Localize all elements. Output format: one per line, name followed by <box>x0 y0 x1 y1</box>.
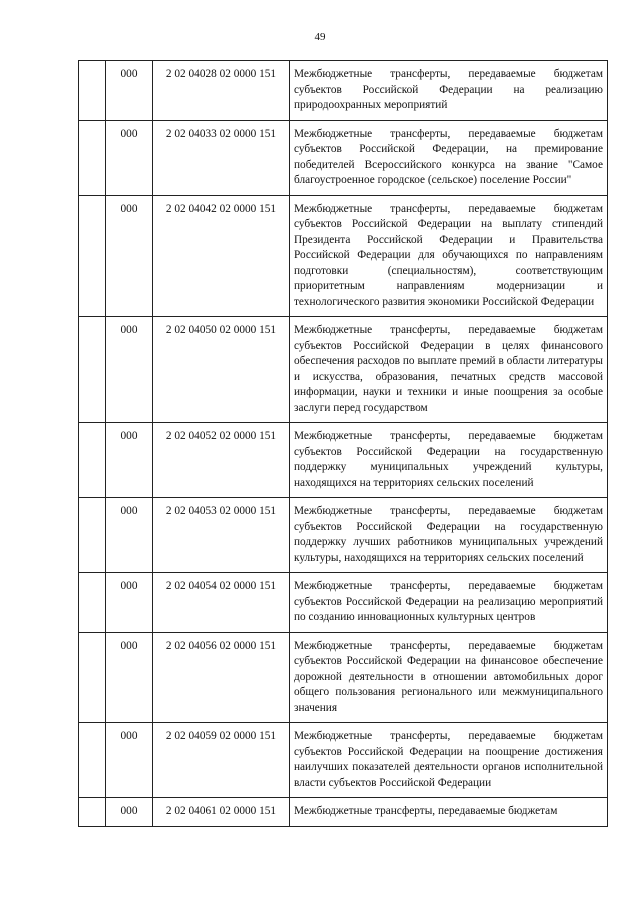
income-name-cell: Межбюджетные трансферты, передаваемые бюджетам субъектов Российской Федерации на финансовое обеспечение дорожной деятельности в отношении автомобильных дорог общего пользования регионального или межмуниципального значения <box>290 632 608 723</box>
table-row <box>79 798 608 827</box>
table-row <box>79 423 608 498</box>
budget-code-cell: 2 02 04050 02 0000 151 <box>153 317 290 423</box>
row-marker-cell <box>79 632 106 723</box>
table-body <box>79 61 608 827</box>
admin-code-cell: 000 <box>106 423 153 498</box>
table-row <box>79 632 608 723</box>
budget-code-cell: 2 02 04053 02 0000 151 <box>153 498 290 573</box>
row-marker-cell <box>79 423 106 498</box>
admin-code-cell: 000 <box>106 798 153 827</box>
table-row <box>79 120 608 195</box>
row-marker-cell <box>79 195 106 317</box>
table-row <box>79 195 608 317</box>
budget-code-cell: 2 02 04061 02 0000 151 <box>153 798 290 827</box>
admin-code-cell: 000 <box>106 632 153 723</box>
budget-code-cell: 2 02 04052 02 0000 151 <box>153 423 290 498</box>
row-marker-cell <box>79 317 106 423</box>
page-number: 49 <box>314 31 326 43</box>
income-name-cell: Межбюджетные трансферты, передаваемые бюджетам субъектов Российской Федерации на реализацию природоохранных мероприятий <box>290 61 608 121</box>
budget-code-cell: 2 02 04054 02 0000 151 <box>153 573 290 633</box>
income-name-cell: Межбюджетные трансферты, передаваемые бюджетам субъектов Российской Федерации на выплату стипендий Президента Российской Федерации и Правительства Российской Федерации для обучающихся по направлениям подготовки (специальностям), соответствующим приоритетным направлениям модернизации и технологического развития экономики Российской Федерации <box>290 195 608 317</box>
income-name-cell: Межбюджетные трансферты, передаваемые бюджетам субъектов Российской Федерации в целях финансового обеспечения расходов по выплате премий в области литературы и искусства, образования, печатных средств массовой информации, науки и техники и иные поощрения за особые заслуги перед государством <box>290 317 608 423</box>
table-row <box>79 61 608 121</box>
income-name-cell: Межбюджетные трансферты, передаваемые бюджетам субъектов Российской Федерации на реализацию мероприятий по созданию инновационных культурных центров <box>290 573 608 633</box>
admin-code-cell: 000 <box>106 317 153 423</box>
row-marker-cell <box>79 498 106 573</box>
row-marker-cell <box>79 573 106 633</box>
budget-code-cell: 2 02 04033 02 0000 151 <box>153 120 290 195</box>
table-row <box>79 723 608 798</box>
income-name-cell: Межбюджетные трансферты, передаваемые бюджетам субъектов Российской Федерации на государственную поддержку муниципальных учреждений культуры, находящихся на территориях сельских поселений <box>290 423 608 498</box>
admin-code-cell: 000 <box>106 61 153 121</box>
row-marker-cell <box>79 723 106 798</box>
table-row <box>79 573 608 633</box>
row-marker-cell <box>79 61 106 121</box>
admin-code-cell: 000 <box>106 120 153 195</box>
income-name-cell: Межбюджетные трансферты, передаваемые бюджетам субъектов Российской Федерации на поощрение достижения наилучших показателей деятельности органов исполнительной власти субъектов Российской Федерации <box>290 723 608 798</box>
budget-code-cell: 2 02 04028 02 0000 151 <box>153 61 290 121</box>
table-row <box>79 317 608 423</box>
row-marker-cell <box>79 120 106 195</box>
table-row <box>79 498 608 573</box>
admin-code-cell: 000 <box>106 723 153 798</box>
row-marker-cell <box>79 798 106 827</box>
admin-code-cell: 000 <box>106 195 153 317</box>
budget-code-cell: 2 02 04042 02 0000 151 <box>153 195 290 317</box>
admin-code-cell: 000 <box>106 573 153 633</box>
budget-code-cell: 2 02 04056 02 0000 151 <box>153 632 290 723</box>
income-name-cell: Межбюджетные трансферты, передаваемые бюджетам субъектов Российской Федерации на государственную поддержку лучших работников муниципальных учреждений культуры, находящихся на территориях сельских поселений <box>290 498 608 573</box>
budget-code-cell: 2 02 04059 02 0000 151 <box>153 723 290 798</box>
budget-classification-table <box>78 60 608 827</box>
income-name-cell: Межбюджетные трансферты, передаваемые бюджетам <box>290 798 608 827</box>
income-name-cell: Межбюджетные трансферты, передаваемые бюджетам субъектов Российской Федерации, на премирование победителей Всероссийского конкурса на звание "Самое благоустроенное городское (сельское) поселение России" <box>290 120 608 195</box>
admin-code-cell: 000 <box>106 498 153 573</box>
